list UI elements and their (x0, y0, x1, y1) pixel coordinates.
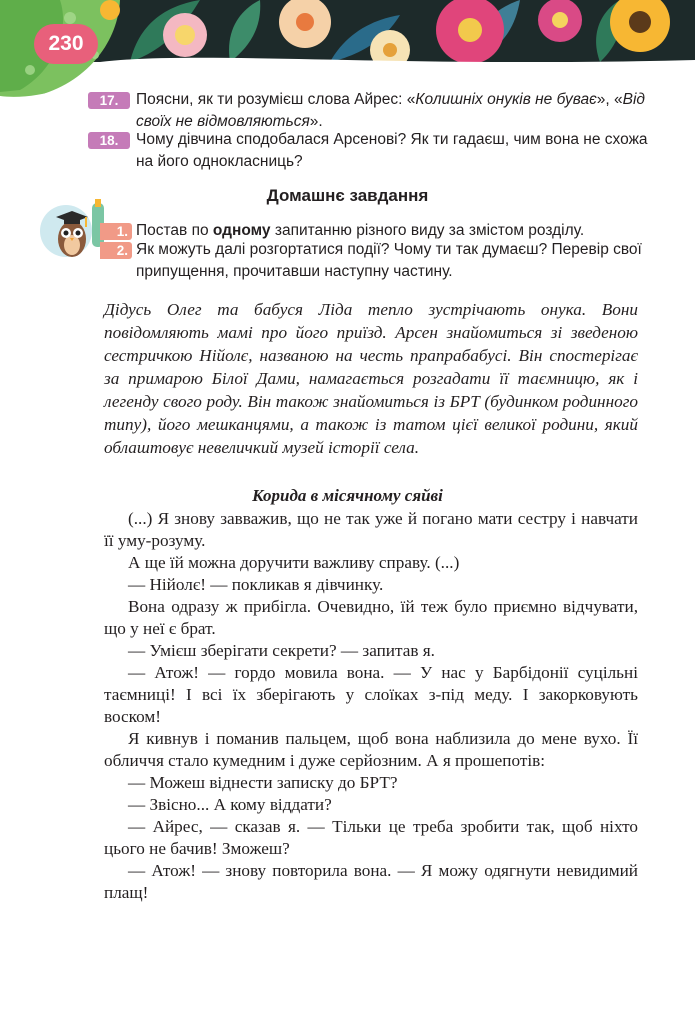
text-run: », « (596, 91, 623, 108)
story-paragraph: — Атож! — гордо мовила вона. — У нас у Барбідонії суцільні таємниці! І всі їх зберігають у слоїках з-під меду. І закорковують воском! (104, 663, 638, 726)
homework-title: Домашнє завдання (266, 186, 429, 205)
page-number: 230 (34, 24, 98, 64)
homework-task-2 (88, 239, 648, 283)
story-paragraph: (...) Я знову завважив, що не так уже й погано мати сестру і навчати її уму-розуму. (104, 509, 638, 550)
question-text (136, 129, 656, 173)
question-number-badge: 17. (88, 92, 130, 109)
text-run: ». (309, 113, 323, 130)
story-paragraph: — Умієш зберігати секрети? — запитав я. (128, 641, 435, 660)
story-paragraph: Вона одразу ж прибігла. Очевидно, їй теж було приємно відчувати, що у неї є брат. (104, 597, 638, 638)
text-run: Постав по (136, 222, 213, 239)
text-run: Колишніх онуків не буває (415, 91, 597, 108)
text-run: Від своїх не відмовляються (136, 91, 645, 130)
question-18 (88, 129, 648, 173)
story-text (104, 508, 638, 904)
story-paragraph: — Атож! — знову повторила вона. — Я можу одягнути невидимий плащ! (104, 861, 638, 902)
question-17 (88, 89, 648, 133)
question-text (136, 89, 656, 133)
text-run: Як можуть далі розгортатися події? Чому ти так думаєш? Перевір свої припущення, прочитавши наступну частину. (136, 241, 642, 280)
text-run: Чому дівчина сподобалася Арсенові? Як ти гадаєш, чим вона не схожа на його однокласниць? (136, 131, 648, 170)
story-paragraph: — Можеш віднести записку до БРТ? (128, 773, 398, 792)
text-run: Поясни, як ти розумієш слова Айрес: « (136, 91, 416, 108)
chapter-summary (104, 298, 638, 459)
text-run: запитанню різного виду за змістом розділу. (270, 222, 585, 239)
task-text (136, 239, 656, 283)
question-number-badge: 18. (88, 132, 130, 149)
story-title: Корида в місячному сяйві (252, 486, 443, 505)
task-number-badge: 1. (100, 223, 132, 240)
summary-text: Дідусь Олег та бабуся Ліда тепло зустрічають онука. Вони повідомляють мамі про його приїзд. Арсен знайомиться зі зведеною сестричкою Нійолє, названою на честь прапрабабусі. Він спостерігає за примарою Білої Дами, намагається розгадати її таємницю, як і легенду свого роду. Він також знайомиться із БРТ (будинком родинного типу), його мешканцями, а також із татом цієї великої родини, який облаштовує невеличкий музей історії села. (104, 300, 638, 457)
floral-banner (0, 0, 695, 100)
story-paragraph: — Айрес, — сказав я. — Тільки це треба зробити так, щоб ніхто цього не бачив! Зможеш? (104, 817, 638, 858)
story-paragraph: Я кивнув і поманив пальцем, щоб вона наблизила до мене вухо. Її обличчя стало кумедним і дуже серйозним. А я прошепотів: (104, 729, 638, 770)
task-number-badge: 2. (100, 242, 132, 259)
story-paragraph: — Нійолє! — покликав я дівчинку. (128, 575, 384, 594)
text-run: одному (212, 222, 271, 239)
story-paragraph: — Звісно... А кому віддати? (128, 795, 332, 814)
story-paragraph: А ще їй можна доручити важливу справу. (...) (128, 553, 460, 572)
